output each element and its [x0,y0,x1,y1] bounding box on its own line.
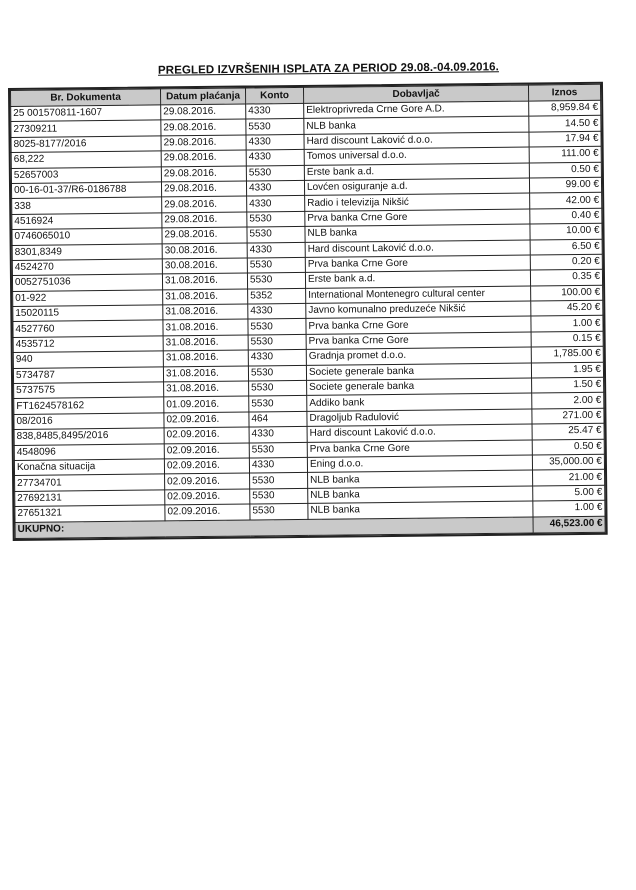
cell-supplier: Societe generale banka [307,378,532,396]
cell-doc-number: FT1624578162 [14,397,164,414]
cell-payment-date: 29.08.2016. [161,150,246,166]
cell-supplier: Prva banka Crne Gore [305,209,530,227]
cell-amount: 1.00 € [533,500,605,516]
cell-doc-number: 27692131 [15,490,165,507]
cell-payment-date: 31.08.2016. [163,304,248,320]
cell-payment-date: 30.08.2016. [162,258,247,274]
cell-payment-date: 29.08.2016. [161,166,246,182]
cell-supplier: Erste bank a.d. [304,163,529,181]
cell-doc-number: 4516924 [12,213,162,230]
cell-payment-date: 01.09.2016. [164,396,249,412]
cell-payment-date: 29.08.2016. [161,104,246,120]
total-label: UKUPNO: [15,517,533,538]
cell-konto: 5530 [250,473,308,489]
cell-payment-date: 31.08.2016. [163,366,248,382]
cell-amount: 42.00 € [530,193,602,209]
cell-konto: 4330 [249,457,307,473]
cell-amount: 0.50 € [532,439,604,455]
cell-konto: 5530 [247,227,305,243]
cell-konto: 5530 [249,442,307,458]
header-doc-number: Br. Dokumenta [11,89,161,107]
cell-konto: 5530 [247,211,305,227]
payments-table [10,84,606,539]
cell-konto: 4330 [246,103,304,119]
cell-payment-date: 29.08.2016. [161,119,246,135]
cell-amount: 17.94 € [529,131,601,147]
cell-payment-date: 29.08.2016. [162,196,247,212]
cell-konto: 4330 [248,303,306,319]
cell-konto: 5530 [247,273,305,289]
cell-konto: 5530 [249,380,307,396]
cell-supplier: Addiko bank [307,393,532,411]
cell-doc-number: 25 001570811-1607 [11,105,161,122]
cell-supplier: Dragoljub Radulović [307,409,532,427]
cell-konto: 4330 [247,196,305,212]
cell-doc-number: 5737575 [14,382,164,399]
cell-amount: 0.35 € [530,270,602,286]
cell-payment-date: 30.08.2016. [162,243,247,259]
cell-konto: 5530 [248,334,306,350]
cell-supplier: NLB banka [308,486,533,504]
cell-doc-number: 838,8485,8495/2016 [14,428,164,445]
cell-doc-number: 4548096 [14,443,164,460]
cell-konto: 4330 [248,350,306,366]
cell-konto: 5530 [250,488,308,504]
cell-konto: 4330 [249,427,307,443]
cell-konto: 5530 [246,119,304,135]
cell-amount: 1.00 € [531,316,603,332]
cell-payment-date: 31.08.2016. [164,381,249,397]
cell-doc-number: 08/2016 [14,413,164,430]
cell-payment-date: 02.09.2016. [164,427,249,443]
cell-doc-number: 27734701 [15,474,165,491]
cell-payment-date: 29.08.2016. [161,135,246,151]
cell-doc-number: 4524270 [12,259,162,276]
cell-amount: 271.00 € [532,408,604,424]
cell-amount: 1,785.00 € [531,347,603,363]
total-amount: 46,523.00 € [533,516,605,533]
header-supplier: Dobavljač [303,85,528,103]
cell-amount: 1.50 € [532,377,604,393]
cell-doc-number: 4535712 [13,336,163,353]
cell-doc-number: 5734787 [13,367,163,384]
cell-payment-date: 02.09.2016. [164,458,249,474]
cell-payment-date: 31.08.2016. [163,289,248,305]
cell-konto: 4330 [246,180,304,196]
cell-doc-number: 27651321 [15,505,165,522]
cell-supplier: Radio i televizija Nikšić [305,193,530,211]
cell-amount: 5.00 € [533,485,605,501]
cell-doc-number: 27309211 [11,120,161,137]
cell-amount: 10.00 € [530,223,602,239]
cell-supplier: Gradnja promet d.o.o. [306,347,531,365]
cell-amount: 111.00 € [529,146,601,162]
cell-supplier: International Montenegro cultural center [306,286,531,304]
cell-amount: 25.47 € [532,424,604,440]
cell-doc-number: Konačna situacija [14,459,164,476]
cell-payment-date: 29.08.2016. [162,227,247,243]
cell-doc-number: 8025-8177/2016 [11,136,161,153]
cell-supplier: Lovćen osiguranje a.d. [304,178,529,196]
cell-amount: 0.50 € [529,162,601,178]
cell-supplier: Hard discount Laković d.o.o. [305,240,530,258]
cell-amount: 6.50 € [530,239,602,255]
cell-konto: 5530 [248,365,306,381]
cell-amount: 99.00 € [529,177,601,193]
cell-konto: 4330 [246,134,304,150]
cell-doc-number: 01-922 [13,290,163,307]
cell-amount: 0.20 € [530,254,602,270]
cell-supplier: Prva banka Crne Gore [306,317,531,335]
header-konto: Konto [245,87,303,104]
cell-amount: 21.00 € [533,470,605,486]
cell-supplier: Javno komunalno preduzeće Nikšić [306,301,531,319]
cell-supplier: NLB banka [304,116,529,134]
cell-supplier: NLB banka [305,224,530,242]
cell-amount: 1.95 € [531,362,603,378]
cell-doc-number: 52657003 [11,166,161,183]
header-amount: Iznos [528,84,600,101]
cell-doc-number: 338 [12,197,162,214]
cell-amount: 14.50 € [529,116,601,132]
table-body [11,100,605,522]
cell-supplier: Elektroprivreda Crne Gore A.D. [304,101,529,119]
cell-amount: 45.20 € [531,300,603,316]
cell-doc-number: 8301,8349 [12,243,162,260]
cell-payment-date: 02.09.2016. [164,412,249,428]
page-title: PREGLED IZVRŠENIH ISPLATA ZA PERIOD 29.08.-04.09.2016. [157,61,499,77]
cell-payment-date: 31.08.2016. [163,319,248,335]
cell-supplier: Prva banka Crne Gore [305,255,530,273]
cell-payment-date: 02.09.2016. [165,473,250,489]
cell-payment-date: 31.08.2016. [163,335,248,351]
cell-konto: 4330 [247,242,305,258]
cell-supplier: NLB banka [308,470,533,488]
cell-supplier: Hard discount Laković d.o.o. [304,132,529,150]
cell-konto: 5530 [246,165,304,181]
cell-payment-date: 02.09.2016. [165,489,250,505]
cell-konto: 5530 [249,396,307,412]
cell-konto: 464 [249,411,307,427]
cell-supplier: Ening d.o.o. [307,455,532,473]
cell-supplier: Societe generale banka [306,363,531,381]
cell-supplier: Erste bank a.d. [305,270,530,288]
cell-doc-number: 68,222 [11,151,161,168]
cell-supplier: Prva banka Crne Gore [306,332,531,350]
cell-doc-number: 940 [13,351,163,368]
cell-amount: 2.00 € [532,393,604,409]
cell-doc-number: 15020115 [13,305,163,322]
cell-supplier: Prva banka Crne Gore [307,440,532,458]
cell-amount: 8,959.84 € [529,100,601,116]
cell-konto: 4330 [246,150,304,166]
cell-supplier: NLB banka [308,501,533,519]
cell-amount: 0.40 € [530,208,602,224]
cell-supplier: Hard discount Laković d.o.o. [307,424,532,442]
payments-table-wrap [10,84,605,539]
cell-payment-date: 31.08.2016. [163,350,248,366]
cell-doc-number: 0052751036 [12,274,162,291]
cell-payment-date: 29.08.2016. [161,181,246,197]
cell-amount: 100.00 € [531,285,603,301]
cell-payment-date: 31.08.2016. [162,273,247,289]
cell-konto: 5352 [248,288,306,304]
cell-doc-number: 0746065010 [12,228,162,245]
cell-konto: 5530 [250,504,308,520]
cell-amount: 35,000.00 € [532,454,604,470]
cell-konto: 5530 [247,257,305,273]
cell-payment-date: 29.08.2016. [162,212,247,228]
cell-supplier: Tomos universal d.o.o. [304,147,529,165]
cell-konto: 5530 [248,319,306,335]
header-payment-date: Datum plaćanja [160,88,245,105]
cell-doc-number: 00-16-01-37/R6-0186788 [11,182,161,199]
cell-payment-date: 02.09.2016. [164,443,249,459]
cell-payment-date: 02.09.2016. [165,504,250,520]
cell-amount: 0.15 € [531,331,603,347]
cell-doc-number: 4527760 [13,320,163,337]
